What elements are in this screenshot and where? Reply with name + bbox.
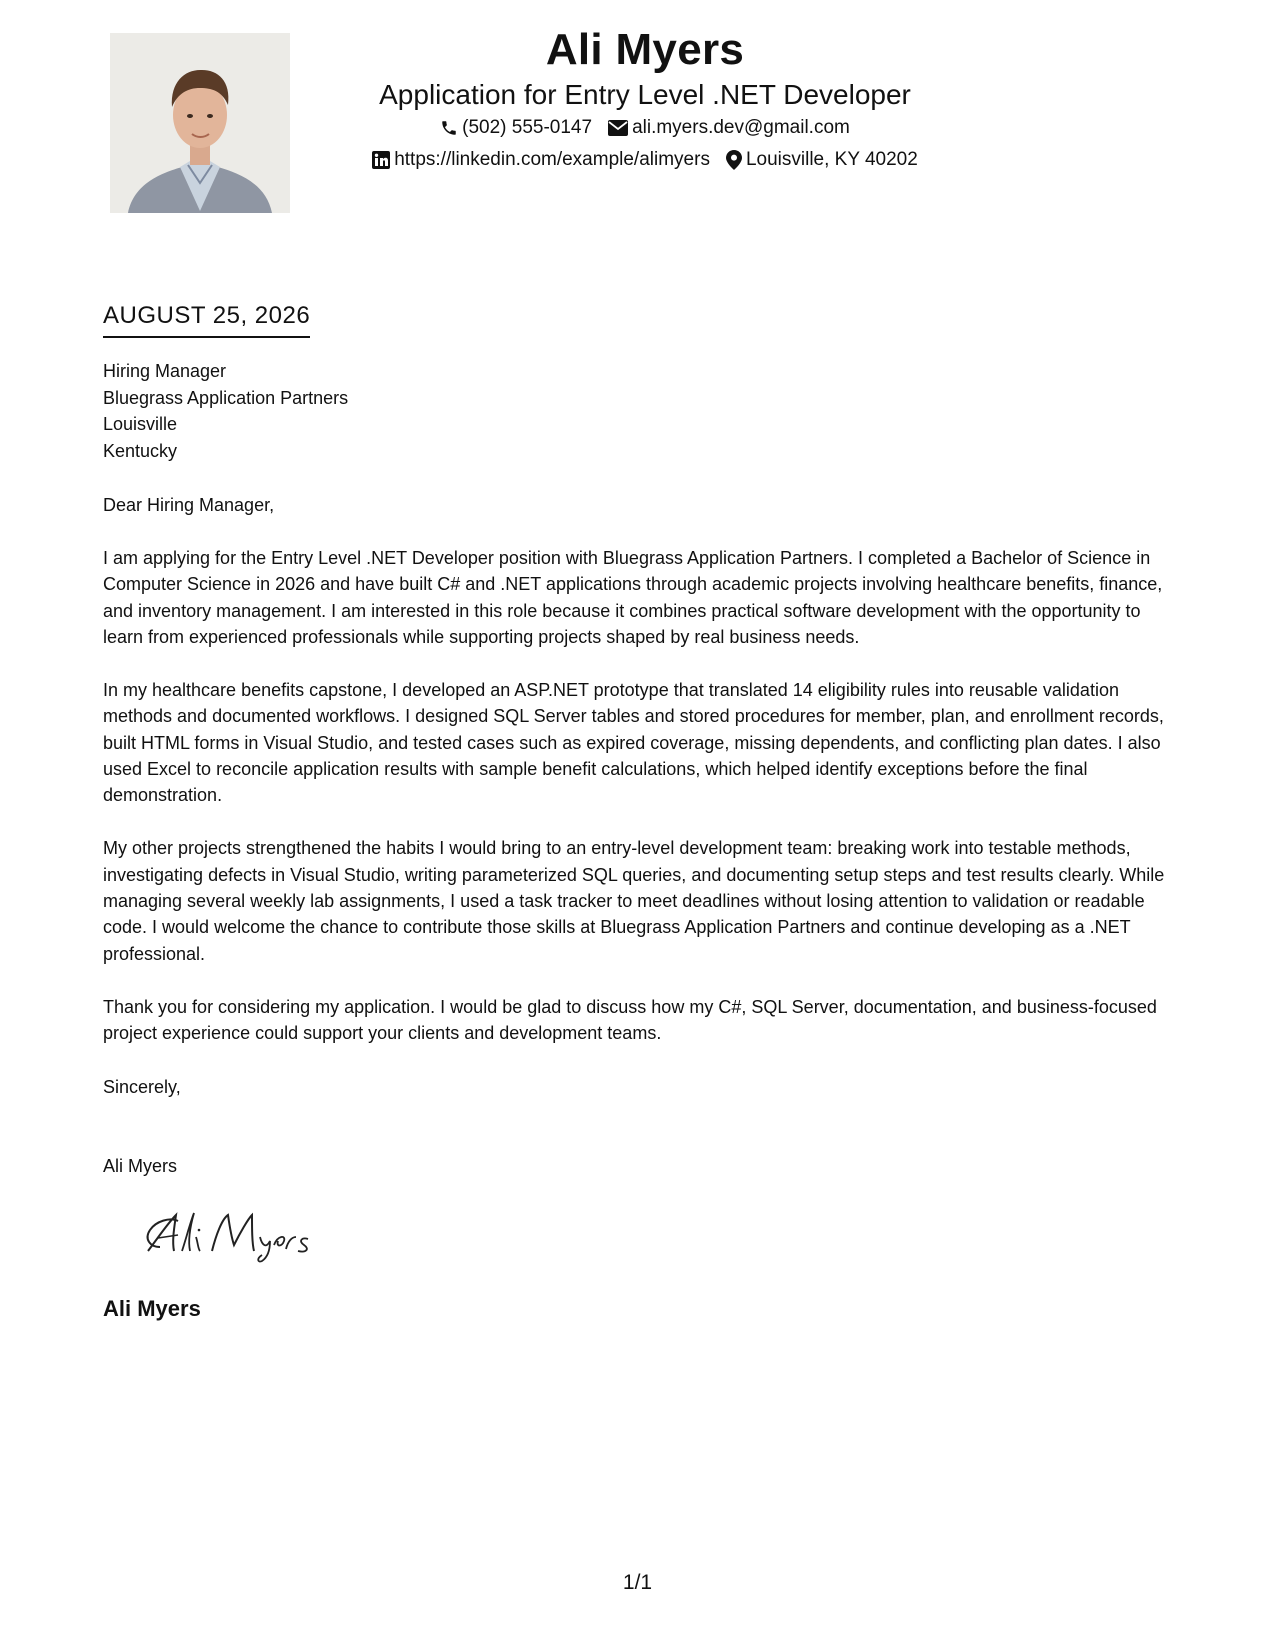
body-paragraph: In my healthcare benefits capstone, I developed an ASP.NET prototype that translated 14 eligibility rules into reusable validation methods and documented workflows. I designed SQL Server tables and stored procedures for member, plan, and enrollment records, built HTML forms in Visual Studio, and tested cases such as expired coverage, missing dependents, and conflicting plan dates. I also used Excel to reconcile application results with sample benefit calculations, which helped identify exceptions before the final demonstration. (103, 679, 1164, 806)
signed-name: Ali Myers (103, 1156, 178, 1176)
contact-row-secondary (300, 144, 990, 176)
location-text: Louisville, KY 40202 (745, 149, 918, 170)
body-paragraph: Thank you for considering my application. I would be glad to discuss how my C#, SQL Server, documentation, and business-focused project experience could support your clients and development teams. (103, 996, 1157, 1044)
contact-row-primary (300, 112, 990, 144)
phone-number: (502) 555-0147 (462, 117, 593, 138)
closing: Sincerely, (103, 1077, 181, 1097)
recipient-state: Kentucky (103, 440, 178, 461)
handwritten-signature (138, 1205, 328, 1265)
phone-contact[interactable] (440, 112, 592, 144)
linkedin-icon (372, 151, 390, 169)
linkedin-url: https://linkedin.com/example/alimyers (394, 149, 710, 170)
salutation: Dear Hiring Manager, (103, 495, 275, 515)
header (300, 22, 990, 176)
email-address: ali.myers.dev@gmail.com (632, 117, 850, 138)
application-title: Application for Entry Level .NET Developer (379, 79, 911, 110)
phone-icon (440, 119, 458, 137)
linkedin-contact[interactable] (372, 144, 710, 176)
recipient-company: Bluegrass Application Partners (103, 387, 349, 408)
recipient-block (103, 358, 348, 464)
body-paragraph: I am applying for the Entry Level .NET Developer position with Bluegrass Application Partners. I completed a Bachelor of Science in Computer Science in 2026 and have built C# and .NET applications through academic projects involving healthcare benefits, finance, and inventory management. I am interested in this role because it combines practical software development with the opportunity to learn from experienced professionals while supporting projects shaped by real business needs. (103, 547, 1163, 648)
envelope-icon (608, 120, 628, 136)
email-contact[interactable] (608, 112, 850, 144)
letter-date: AUGUST 25, 2026 (103, 300, 310, 338)
letter-body (103, 492, 1178, 1073)
footer-name: Ali Myers (103, 1296, 201, 1321)
map-pin-icon (726, 150, 742, 170)
page-number: 1/1 (622, 1571, 653, 1594)
location-contact (726, 144, 918, 176)
recipient-city: Louisville (103, 414, 178, 434)
applicant-name: Ali Myers (545, 25, 745, 74)
body-paragraph: My other projects strengthened the habits I would bring to an entry-level development team: breaking work into testable methods, investigating defects in Visual Studio, writing parameterized SQL queries, and documenting setup steps and test results clearly. While managing several weekly lab assignments, I used a task tracker to meet deadlines without losing attention to validation or readable code. I would welcome the chance to contribute those skills at Bluegrass Application Partners and continue developing as a .NET professional. (103, 838, 1165, 964)
recipient-title: Hiring Manager (103, 361, 227, 381)
profile-photo (110, 33, 290, 213)
